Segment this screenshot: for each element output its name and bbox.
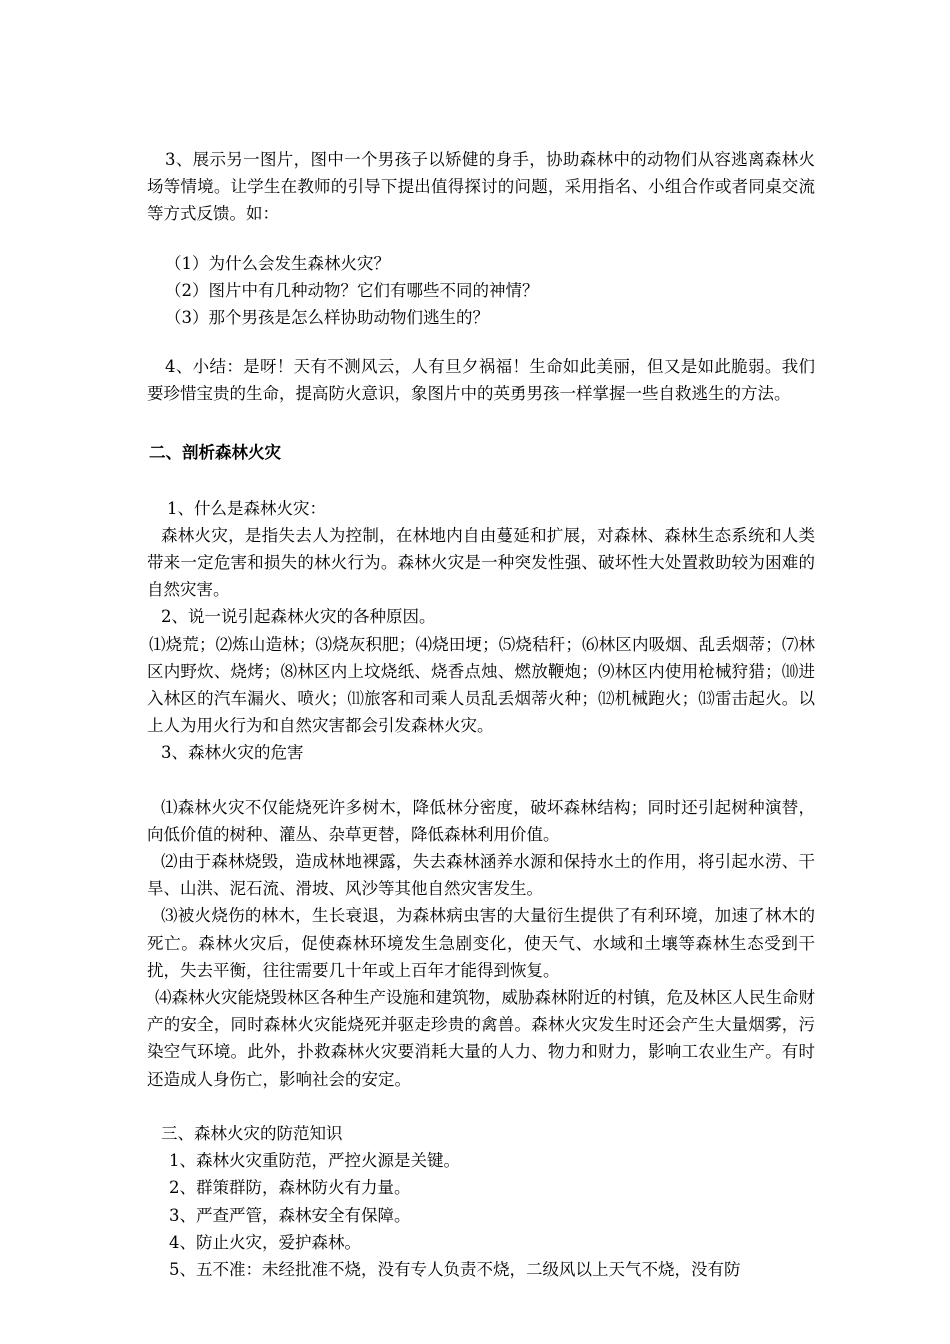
document-body — [147, 146, 815, 1283]
hazard-2: ⑵由于森林烧毁，造成林地裸露，失去森林涵养水源和保持水土的作用，将引起水涝、干旱、山洪、泥石流、滑坡、风沙等其他自然灾害发生。 — [147, 852, 815, 899]
prevention-item: 2、群策群防，森林防火有力量。 — [169, 1178, 411, 1198]
prevention-item: 1、森林火灾重防范，严控火源是关键。 — [169, 1151, 460, 1171]
question-3: （3）那个男孩是怎么样协助动物们逃生的？ — [165, 308, 489, 328]
paragraph-3: 3、展示另一图片，图中一个男孩子以矫健的身手，协助森林中的动物们从容逃离森林火场等情境。让学生在教师的引导下提出值得探讨的问题，采用指名、小组合作或者同桌交流等方式反馈。如： — [147, 150, 815, 224]
prevention-item: 4、防止火灾，爱护森林。 — [169, 1232, 361, 1252]
hazard-3: ⑶被火烧伤的林木，生长衰退，为森林病虫害的大量衍生提供了有利环境，加速了林木的死亡。森林火灾后，促使森林环境发生急剧变化，使天气、水域和土壤等森林生态受到干扰，失去平衡，往往需要几十年或上百年才能得到恢复。 — [147, 906, 815, 980]
section-2-item-1-title: 1、什么是森林火灾： — [167, 498, 326, 518]
paragraph-4-summary: 4、小结：是呀！天有不测风云，人有旦夕祸福！生命如此美丽，但又是如此脆弱。我们要珍惜宝贵的生命，提高防火意识，象图片中的英勇男孩一样掌握一些自救逃生的方法。 — [147, 357, 815, 404]
section-3-heading: 三、森林火灾的防范知识 — [161, 1123, 343, 1143]
section-2-item-2-body: ⑴烧荒；⑵炼山造林；⑶烧灰积肥；⑷烧田埂；⑸烧秸秆；⑹林区内吸烟、乱丢烟蒂；⑺林区内野炊、烧烤；⑻林区内上坟烧纸、烧香点烛、燃放鞭炮；⑼林区内使用枪械狩猎；⑽进入林区的汽车漏火、喷火；⑾旅客和司乘人员乱丢烟蒂火种；⑿机械跑火；⒀雷击起火。以上人为用火行为和自然灾害都会引发森林火灾。 — [147, 634, 815, 736]
prevention-item: 5、五不准：未经批准不烧，没有专人负责不烧，二级风以上天气不烧，没有防 — [169, 1259, 741, 1279]
section-2-heading: 二、剖析森林火灾 — [149, 442, 281, 462]
section-2-item-1-body: 森林火灾，是指失去人为控制，在林地内自由蔓延和扩展，对森林、森林生态系统和人类带来一定危害和损失的林火行为。森林火灾是一种突发性强、破坏性大处置救助较为困难的自然灾害。 — [147, 525, 815, 600]
hazard-4: ⑷森林火灾能烧毁林区各种生产设施和建筑物，威胁森林附近的村镇，危及林区人民生命财产的安全，同时森林火灾能烧死并驱走珍贵的禽兽。森林火灾发生时还会产生大量烟雾，污染空气环境。此外，扑救森林火灾要消耗大量的人力、物力和财力，影响工农业生产。有时还造成人身伤亡，影响社会的安定。 — [147, 988, 815, 1089]
question-2: （2）图片中有几种动物？它们有哪些不同的神情？ — [165, 280, 539, 300]
section-2-item-3-title: 3、森林火灾的危害 — [161, 743, 304, 763]
section-2-item-2-title: 2、说一说引起森林火灾的各种原因。 — [161, 607, 436, 627]
hazard-1: ⑴森林火灾不仅能烧死许多树木，降低林分密度，破坏森林结构；同时还引起树种演替，向低价值的树种、灌丛、杂草更替，降低森林利用价值。 — [147, 797, 815, 844]
prevention-item: 3、严查严管，森林安全有保障。 — [169, 1205, 411, 1225]
question-1: （1）为什么会发生森林火灾？ — [165, 253, 390, 273]
